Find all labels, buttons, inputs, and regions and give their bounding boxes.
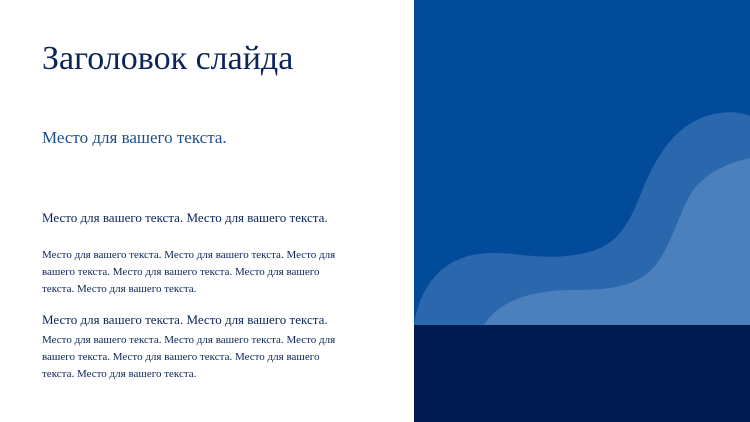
slide-subtitle: Место для вашего текста. [42,128,227,147]
section-1-heading: Место для вашего текста. Место для вашего текста. [42,210,328,225]
footer-band [414,325,750,422]
section-2-body: Место для вашего текста. Место для вашего текста. Место для вашего текста. Место для вашего текста. Место для вашего текста. Место для вашего текста. [42,334,336,380]
section-2-heading: Место для вашего текста. Место для вашего текста. [42,312,328,327]
wave-illustration [414,0,750,422]
decorative-graphic [414,0,750,422]
slide-title: Заголовок слайда [42,40,294,77]
section-1-body: Место для вашего текста. Место для вашего текста. Место для вашего текста. Место для вашего текста. Место для вашего текста. Место для вашего текста. [42,249,336,295]
